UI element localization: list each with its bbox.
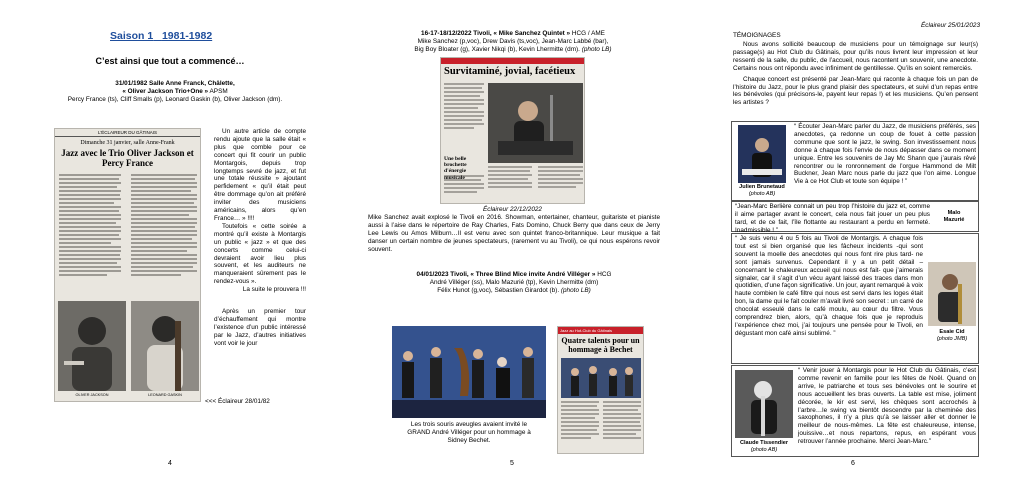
clipping-source: <<< Éclaireur 28/01/82 [205,398,270,405]
event2-title: 04/01/2023 Tivoli, « Three Blind Mice invite André Villéger » HCG [416,271,612,278]
section-title: TÉMOIGNAGES [733,32,781,39]
portrait-julien-brunetaud [738,125,786,183]
article-paragraph: La suite le prouvera !!! [242,286,306,294]
bechet-clipping [557,326,644,454]
article-text [214,128,306,348]
event-band: « Oliver Jackson Trio+One » APSM [122,87,228,95]
testimony-julien-brunetaud [731,121,979,201]
clipping-headline: Survitaminé, jovial, facétieux [444,66,576,77]
portrait-caption [924,329,980,342]
newspaper-clipping [54,128,201,402]
sanchez-clipping [440,57,585,204]
season-title-link[interactable]: Saison 1 1981-1982 [110,30,213,42]
page-number: 6 [851,460,855,467]
clipping-text-bottom [488,166,583,202]
portrait-esaie-cid [928,262,976,326]
clipping-masthead: L'ÉCLAIREUR DU GÂTINAIS [55,129,200,137]
concert-photo [392,326,546,418]
page-number: 5 [510,460,514,467]
clipping-caption-right: LEONARD GASKIN [148,393,182,397]
portrait-claude-tissendier [735,370,793,438]
testimony-text: “ Venir jouer à Montargis pour le Hot Club du Gâtinais, c’est comme revenir en famille pour les fêtes de Noël. Quand on arrive, le patriarche et tous ses bénévoles ont le sourire et nous accueillent les bras ouverts. La table est mise, joliment décorée, le kir est servi, les chèques sont accrochés à l’arbre…le swing va bientôt descendre par la cheminée des saxophones, il n’y a plus qu’à se laisser aller et donner le meilleur de nous-mêmes. La fête est chaleureuse, intense, jouissive…et nous repartons, repus, en espérant vous retrouver l’année prochaine. Merci Jean-Marc.” [798,367,976,446]
testimony-claude-tissendier [731,365,979,457]
season-heading [110,30,300,42]
clipping-caption-left: OLIVER JACKSON [75,393,109,397]
intro-paragraph: Nous avons sollicité beaucoup de musiciens pour un témoignage sur leur(s) passage(s) au Hot Club du Gâtinais, pour qu’ils nous livrent leur impression et leur ressenti de la salle, du public, de l’accueil, nous racontent un souvenir, une anecdote. Certains nous ont répondu avec infiniment de gentillesse. Qu’ils en soient remerciés. [733,41,978,72]
event-lineup: Percy France (ts), Cliff Smalls (p), Leonard Gaskin (b), Oliver Jackson (dm). [67,95,283,103]
clipping-headline: Quatre talents pour un hommage à Bechet [561,336,640,354]
clipping-title: Jazz avec le Trio Oliver Jackson et Percy France [61,148,194,168]
clipping-source: Éclaireur 22/12/2022 [483,206,542,213]
clipping-photo-oliver-jackson [58,301,126,391]
clipping-kicker: Jazz au Hot-Club du Gâtinais [558,327,643,334]
testimony-text: “ Écouter Jean-Marc parler du Jazz, de musiciens préférés, ses anecdotes, ça redonne un coup de fouet à cette passion commune que sont le jazz, le swing. Son investissement nous donne à chaque fois l’envie de nous dépasser dans ce moment unique. Entre les souvenirs de Jay Mc Shann que j’aurais rêvé rencontrer ou le ronronnement de l’orgue Hammond de Milt Buckner, Jean Marc nous parle du jazz que l’on aime. Longue Vie à ce Hot Club et toute son équipe ! ” [794,123,976,186]
testimony-esaie-cid [731,233,979,364]
clipping-kicker: Dimanche 31 janvier, salle Anne-Frank [80,140,175,146]
photo-credit: (photo JMB) [936,335,968,342]
article-paragraph: Toutefois « cette soirée a montré qu’il existe à Montargis un public « jazz » et que des concerts comme celui-ci devraient avoir lieu plus souvent, et les auditeurs ne manqueraient sûrement pas le rendez-vous ». [214,222,306,286]
clipping-text-column [444,83,484,201]
intro-text [733,41,978,107]
event1-lineup: Mike Sanchez (p,voc), Drew Davis (ts,voc), Jean-Marc Labbé (bar), [417,37,609,45]
concert-photo-caption: Les trois souris aveugles avaient invité le GRAND André Villéger pour un hommage à Sidney Bechet. [407,421,531,444]
event1-lineup-2: Big Boy Bloater (g), Xavier Nikqi (b), Kevin Lhermitte (dm). (photo LB) [414,45,612,53]
testimony-text: “Jean-Marc Berlière connait un peu trop l’histoire du jazz et, comme il aime partager avant le concert, cela nous fait jouer un peu plus tard, et de ce fait, l’île flottante au restaurant a perdu en fermeté. Inadmissible ! ” [735,203,930,234]
portrait-caption [734,184,790,197]
event1-text: Mike Sanchez avait explosé le Tivoli en 2016. Showman, entertainer, chanteur, guitariste et pianiste aussi à l’aise dans le répertoire de Ray Charles, Fats Domino, Chuck Berry que dans ceux de Jerry Lee Lewis ou Amos Milburn…Il est venu avec son quintet franco-britannique. Leur musique a fait danser un certain nombre de jeunes spectateurs, (rarement vu au Tivoli), ce qui nous espérons revoir souvent. [368,214,660,253]
page-number: 4 [168,460,172,467]
clipping-text-columns [561,401,641,453]
photo-credit: (photo AB) [748,190,776,197]
event1-title: 16-17-18/12/2022 Tivoli, « Mike Sanchez Quintet » HCG / AME [421,30,605,37]
clipping-photo-leonard-gaskin [131,301,199,391]
event2-header [368,271,660,295]
event-date-venue: 31/01/1982 Salle Anne Franck, Châlette, [115,80,235,87]
musician-name: Malo Mazurié [943,210,965,223]
event2-lineup-2: Félix Hunot (g,voc), Sébastien Girardot (b). (photo LB) [437,286,591,294]
musician-name: Claude Tissendier [739,440,789,446]
clipping-text-columns [55,172,201,282]
page-source: Éclaireur 25/01/2023 [921,22,980,29]
page-headline: C’est ainsi que tout a commencé… [95,56,245,66]
testimony-malo-mazurie [731,201,979,232]
clipping-photo [561,358,641,398]
photo-credit: (photo AB) [750,446,778,453]
intro-paragraph: Chaque concert est présenté par Jean-Marc qui raconte à chaque fois un pan de l’histoire du Jazz, pour le plus grand plaisir des spectateurs, et suivi d’un repas entre les bénévoles (qui précisons-le, payent leur repas !) et les musiciens. Qu’en pensent les artistes ? [733,75,978,107]
musician-name: Esaie Cid [939,329,965,335]
musician-name: Julien Brunetaud [739,184,785,190]
event1-header [368,30,658,54]
portrait-caption [732,440,796,453]
testimony-text: “ Je suis venu 4 ou 5 fois au Tivoli de Montargis. A chaque fois tout est si bien organisé que les fâcheux incidents -qui sont souvent la moelle des anecdotes qui nous font rire plus tard- ne sont jamais survenus. Cependant il y a un petit détail – concernant le chaleureux accueil qui nous est fait- que j’aimerais signaler, car il s’agit d’un vécu ayant laissé des traces dans mon quotidien, d’une façon significative. Un jour, ayant remarqué à voix haute combien le café filtre qui nous est servi dans les loges était bon, la dame qui le fait couler m’avait livré son secret : un carré de chocolat esseulé dans le café moulu, au cœur du filtre. Vous comprendrez bien, alors, qu’à chaque fois que je reproduis l’expérience chez moi, j’ai toujours une pensée pour le Tivoli, en dégustant mon café ainsi sublimé. ” [735,235,923,337]
clipping-photo-sanchez [488,83,583,163]
clipping-subhead: Une belle brochette d'énergie musicale [444,156,467,181]
event-header [40,80,310,104]
article-paragraph: Un autre article de compte rendu ajoute que la salle était « plus que comble pour ce concert qui fit courir un public Montargois, depuis trop longtemps sevré de jazz, et fut une totale réussite » ajoutant perfidement « qu’il était peut être dommage qu’on ait préféré inviter des musiciens américains, alors qu’en France… » !!!! [214,128,306,222]
event2-lineup: André Villéger (ss), Malo Mazurié (tp), Kevin Lhermitte (dm) [429,278,599,286]
article-paragraph: Après un premier tour d’échauffement qui montre l’existence d’un public intéressé par le Jazz, d’autres initiatives vont voir le jour [214,308,306,347]
